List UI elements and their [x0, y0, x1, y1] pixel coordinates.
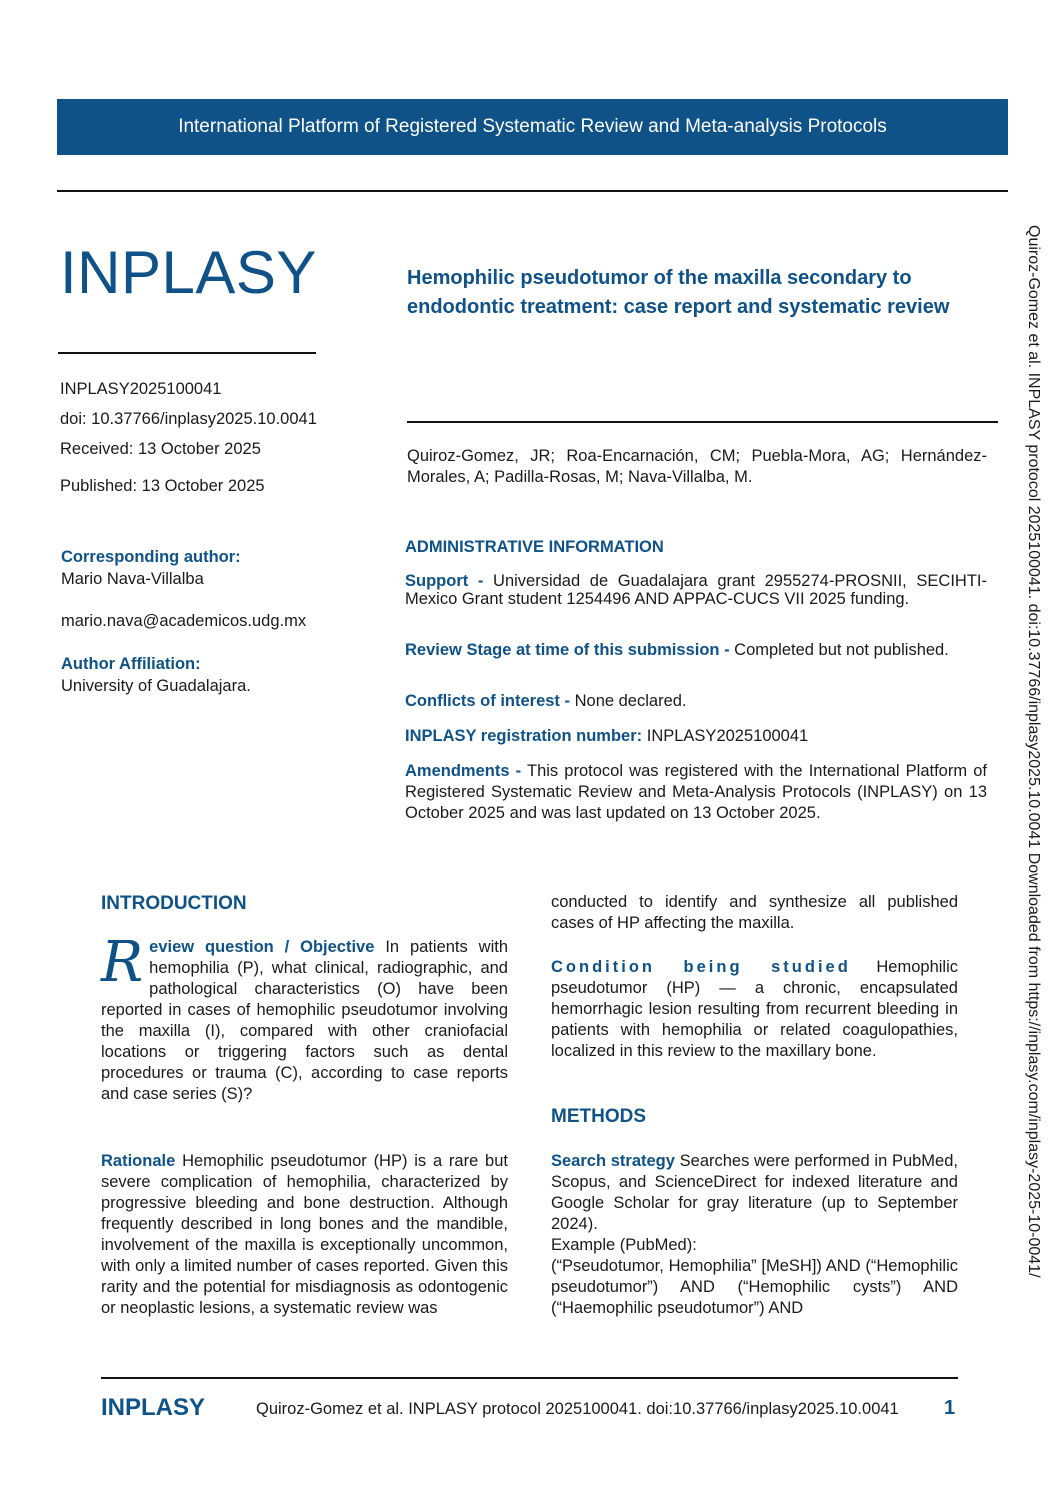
corresponding-author-label: Corresponding author: [61, 548, 241, 566]
amendments-text: This protocol was registered with the International Platform of Registered Systematic Review and Meta-Analysis Protocols (INPLASY) on 13 October 2025 and was last updated on 13 October 2025. [405, 762, 987, 822]
registration-number-label: INPLASY registration number: [405, 727, 643, 745]
registration-id: INPLASY2025100041 [60, 380, 222, 398]
published-date: Published: 13 October 2025 [60, 477, 265, 495]
rationale-paragraph [101, 1151, 508, 1319]
introduction-heading: INTRODUCTION [101, 893, 247, 914]
received-date: Received: 13 October 2025 [60, 440, 261, 458]
search-strategy-text: Searches were performed in PubMed, Scopus, and ScienceDirect for indexed literature and Google Scholar for gray literature (up to September 2024). [551, 1152, 958, 1233]
side-citation [1016, 225, 1056, 1425]
corresponding-author-name: Mario Nava-Villalba [61, 570, 204, 588]
rationale-text: Hemophilic pseudotumor (HP) is a rare but severe complication of hemophilia, characterized by progressive bleeding and bone destruction. Although frequently described in long bones and the mandible, involvement of the maxilla is exceptionally uncommon, with only a limited number of cases reported. Given this rarity and the potential for misdiagnosis as odontogenic or neoplastic lesions, a systematic review was [101, 1152, 508, 1317]
condition-text: Hemophilic pseudotumor (HP) — a chronic, encapsulated hemorrhagic lesion resulting from recurrent bleeding in patients with hemophilia or related coagulopathies, localized in this review to the maxillary bone. [551, 958, 959, 1060]
review-stage-paragraph [405, 641, 987, 659]
affiliation-label: Author Affiliation: [61, 655, 201, 673]
methods-heading: METHODS [551, 1106, 646, 1127]
conflicts-text: None declared. [570, 692, 687, 710]
amendments-label: Amendments - [405, 762, 522, 780]
condition-label: Condition being studied [551, 958, 851, 976]
footer-rule [101, 1377, 958, 1379]
author-list: Quiroz-Gomez, JR; Roa-Encarnación, CM; Puebla-Mora, AG; Hernández-Morales, A; Padilla-Rosas, M; Nava-Villalba, M. [407, 447, 987, 486]
doi[interactable]: doi: 10.37766/inplasy2025.10.0041 [60, 410, 317, 428]
title-rule [407, 421, 998, 423]
support-paragraph [405, 572, 987, 608]
registration-number-text: INPLASY2025100041 [642, 727, 809, 745]
brand-rule [58, 352, 316, 354]
review-question-text: In patients with hemophilia (P), what clinical, radiographic, and pathological characteristics (O) have been reported in cases of hemophilic pseudotumor involving the maxilla (I), compared with other craniofacial locations or triggering factors such as dental procedures or trauma (C), according to case reports and case series (S)? [101, 938, 508, 1103]
drop-cap: R [101, 930, 144, 995]
header-rule [57, 190, 1008, 192]
side-citation-text[interactable]: Quiroz-Gomez et al. INPLASY protocol 2025100041. doi:10.37766/inplasy2025.10.0041 Downloaded from https://inplasy.com/inplasy-2025-10-0041/ [1025, 225, 1042, 1278]
conflicts-paragraph [405, 692, 987, 710]
amendments-paragraph [405, 761, 987, 824]
condition-paragraph [551, 957, 958, 1062]
affiliation-value: University of Guadalajara. [61, 677, 251, 695]
corresponding-author-email[interactable]: mario.nava@academicos.udg.mx [61, 612, 307, 630]
example-label: Example (PubMed): [551, 1236, 697, 1254]
support-text: Universidad de Guadalajara grant 2955274-PROSNII, SECIHTI-Mexico Grant student 1254496 AND APPAC-CUCS VII 2025 funding. [405, 572, 987, 608]
conflicts-label: Conflicts of interest - [405, 692, 571, 710]
footer-citation: Quiroz-Gomez et al. INPLASY protocol 2025100041. doi:10.37766/inplasy2025.10.0041 [256, 1400, 899, 1418]
paper-title: Hemophilic pseudotumor of the maxilla secondary to endodontic treatment: case report and systematic review [407, 267, 950, 318]
review-question-paragraph [101, 930, 508, 1105]
header-banner [57, 99, 1008, 155]
search-strategy-paragraph [551, 1151, 958, 1319]
review-question-label: eview question / Objective [149, 938, 375, 956]
search-strategy-label: Search strategy [551, 1152, 675, 1170]
review-stage-label: Review Stage at time of this submission - [405, 641, 730, 659]
footer-logo: INPLASY [101, 1394, 206, 1421]
registration-number-paragraph [405, 727, 987, 745]
admin-heading: ADMINISTRATIVE INFORMATION [405, 538, 664, 556]
rationale-label: Rationale [101, 1152, 176, 1170]
page-number: 1 [944, 1397, 956, 1419]
inplasy-logo: INPLASY [60, 239, 317, 306]
support-label: Support - [405, 572, 484, 590]
example-query: (“Pseudotumor, Hemophilia” [MeSH]) AND (“Hemophilic pseudotumor”) AND (“Hemophilic cysts”) AND (“Haemophilic pseudotumor”) AND [551, 1257, 958, 1317]
review-stage-text: Completed but not published. [729, 641, 949, 659]
intro-continued-paragraph: conducted to identify and synthesize all published cases of HP affecting the maxilla. [551, 893, 958, 932]
banner-text: International Platform of Registered Systematic Review and Meta-analysis Protocols [178, 116, 887, 137]
